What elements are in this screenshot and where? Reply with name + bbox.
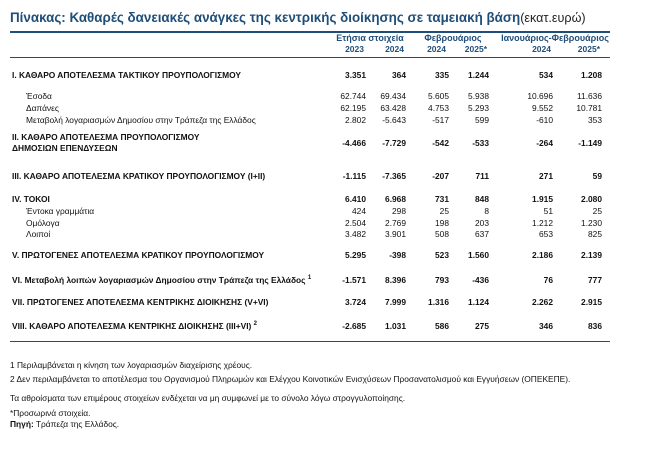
table-cell: 25 — [439, 206, 449, 216]
table-cell: 76 — [543, 275, 553, 285]
table-row — [0, 132, 658, 153]
table-cell: 298 — [392, 206, 406, 216]
table-cell: 848 — [475, 194, 489, 204]
table-cell: 271 — [539, 171, 553, 181]
table-cell: 2.769 — [385, 218, 406, 228]
row-label — [12, 250, 264, 260]
table-cell: 11.636 — [577, 91, 602, 101]
header-year: 2025* — [464, 44, 487, 54]
table-cell: 424 — [352, 206, 366, 216]
bottom-rule — [10, 341, 610, 342]
table-cell: -1.571 — [342, 275, 366, 285]
source-note — [10, 419, 119, 429]
table-cell: 5.938 — [468, 91, 489, 101]
row-label — [26, 103, 59, 113]
row-label — [12, 194, 50, 204]
row-label-text: Έσοδα — [26, 91, 52, 101]
table-cell: 7.999 — [385, 297, 406, 307]
table-cell: 523 — [435, 250, 449, 260]
header-group-janfeb: Ιανουάριος-Φεβρουάριος — [501, 33, 609, 43]
row-label-text: V. ΠΡΩΤΟΓΕΝΕΣ ΑΠΟΤΕΛΕΣΜΑ ΚΡΑΤΙΚΟΥ ΠΡΟΥΠΟΛΟΓΙΣΜΟΥ — [12, 250, 265, 260]
table-row — [0, 250, 658, 262]
row-label-text: Έντοκα γραμμάτια — [26, 206, 95, 216]
table-row — [0, 275, 658, 287]
table-cell: 586 — [435, 321, 449, 331]
table-cell: 198 — [435, 218, 449, 228]
row-label-text: II. ΚΑΘΑΡΟ ΑΠΟΤΕΛΕΣΜΑ ΠΡΟΥΠΟΛΟΓΙΣΜΟΥ — [12, 132, 200, 142]
row-label — [26, 115, 256, 125]
table-row — [0, 229, 658, 241]
table-cell: 353 — [588, 115, 602, 125]
table-row — [0, 297, 658, 309]
table-cell: 6.968 — [385, 194, 406, 204]
table-row — [0, 321, 658, 333]
table-cell: 777 — [588, 275, 602, 285]
table-cell: 2.504 — [345, 218, 366, 228]
source-label: Πηγή: — [10, 419, 34, 429]
row-label — [12, 70, 241, 80]
table-cell: 2.262 — [532, 297, 553, 307]
table-cell: 8 — [484, 206, 489, 216]
table-row — [0, 103, 658, 115]
table-cell: 203 — [475, 218, 489, 228]
table-cell: 364 — [392, 70, 406, 80]
table-cell: -207 — [432, 171, 449, 181]
table-cell: 3.351 — [345, 70, 366, 80]
table-cell: -1.149 — [578, 138, 602, 148]
table-row — [0, 171, 658, 183]
table-cell: -2.685 — [342, 321, 366, 331]
table-cell: 1.124 — [468, 297, 489, 307]
table-cell: 9.552 — [532, 103, 553, 113]
row-label-text: ΔΗΜΟΣΙΩΝ ΕΠΕΝΔΥΣΕΩΝ — [12, 143, 118, 153]
table-row — [0, 70, 658, 82]
table-row — [0, 115, 658, 127]
table-cell: 10.781 — [576, 103, 602, 113]
table-cell: 8.396 — [385, 275, 406, 285]
footnote-1: 1 Περιλαμβάνεται η κίνηση των λογαριασμών διαχείρισης χρέους. — [10, 360, 253, 370]
table-cell: 2.080 — [581, 194, 602, 204]
table-cell: 275 — [475, 321, 489, 331]
row-label — [26, 206, 94, 216]
table-cell: -264 — [536, 138, 553, 148]
header-group-feb: Φεβρουάριος — [424, 33, 482, 43]
table-cell: -1.115 — [342, 171, 366, 181]
table-cell: -610 — [536, 115, 553, 125]
table-cell: 825 — [588, 229, 602, 239]
table-cell: -542 — [432, 138, 449, 148]
header-year: 2023 — [345, 44, 364, 54]
table-cell: 2.186 — [532, 250, 553, 260]
table-cell: -5.643 — [382, 115, 406, 125]
table-cell: -517 — [432, 115, 449, 125]
table-cell: 69.434 — [380, 91, 406, 101]
row-label-text: VIII. ΚΑΘΑΡΟ ΑΠΟΤΕΛΕΣΜΑ ΚΕΝΤΡΙΚΗΣ ΔΙΟΙΚΗΣΗΣ (III+VI) — [12, 321, 252, 331]
row-label-text: Λοιποί — [26, 229, 51, 239]
table-cell: 1.915 — [532, 194, 553, 204]
table-cell: 711 — [475, 171, 489, 181]
row-label — [12, 275, 311, 285]
table-cell: 5.295 — [345, 250, 366, 260]
table-cell: 1.316 — [428, 297, 449, 307]
table-cell: 62.744 — [340, 91, 366, 101]
header-year: 2025* — [577, 44, 600, 54]
row-label — [12, 132, 199, 154]
rounding-note: Τα αθροίσματα των επιμέρους στοιχείων ενδέχεται να μη συμφωνεί με το σύνολο λόγω στρογγυλοποίησης. — [10, 393, 406, 403]
table-cell: 1.560 — [468, 250, 489, 260]
table-cell: 2.915 — [581, 297, 602, 307]
header-year: 2024 — [385, 44, 404, 54]
table-cell: 4.753 — [428, 103, 449, 113]
header-group-annual: Ετήσια στοιχεία — [336, 33, 404, 43]
table-cell: 836 — [588, 321, 602, 331]
table-cell: 346 — [539, 321, 553, 331]
table-cell: -4.466 — [342, 138, 366, 148]
table-cell: 25 — [592, 206, 602, 216]
table-cell: 637 — [475, 229, 489, 239]
table-cell: 1.212 — [532, 218, 553, 228]
provisional-note: *Προσωρινά στοιχεία. — [10, 408, 91, 418]
row-label — [12, 171, 265, 181]
row-label-text: Ομόλογα — [26, 218, 60, 228]
header-year: 2024 — [427, 44, 446, 54]
table-cell: -7.365 — [382, 171, 406, 181]
table-title — [10, 10, 586, 25]
table-cell: 51 — [543, 206, 553, 216]
table-cell: 1.244 — [468, 70, 489, 80]
row-label-text: Μεταβολή λογαριασμών Δημοσίου στην Τράπεζα της Ελλάδος — [26, 115, 256, 125]
table-cell: 63.428 — [380, 103, 406, 113]
footnote-2: 2 Δεν περιλαμβάνεται το αποτέλεσμα του Οργανισμού Πληρωμών και Ελέγχου Κοινοτικών Ενισχύσεων Προσανατολισμού και Εγγυήσεων (ΟΠΕΚΕΠΕ). — [10, 374, 571, 384]
table-cell: 793 — [435, 275, 449, 285]
row-label-text: III. ΚΑΘΑΡΟ ΑΠΟΤΕΛΕΣΜΑ ΚΡΑΤΙΚΟΥ ΠΡΟΥΠΟΛΟΓΙΣΜΟΥ (I+II) — [12, 171, 266, 181]
table-cell: 1.031 — [385, 321, 406, 331]
table-row — [0, 206, 658, 218]
source-text: Τράπεζα της Ελλάδος. — [33, 419, 120, 429]
table-cell: 5.605 — [428, 91, 449, 101]
footnote-marker: 2 — [253, 321, 257, 328]
table-cell: -398 — [389, 250, 406, 260]
table-cell: 10.696 — [527, 91, 553, 101]
table-row — [0, 194, 658, 206]
header-year: 2024 — [532, 44, 551, 54]
table-cell: 508 — [435, 229, 449, 239]
table-cell: 5.293 — [468, 103, 489, 113]
table-cell: 2.139 — [581, 250, 602, 260]
table-cell: 731 — [435, 194, 449, 204]
table-cell: 1.230 — [581, 218, 602, 228]
table-cell: 534 — [539, 70, 553, 80]
row-label-text: Δαπάνες — [26, 103, 59, 113]
table-cell: 3.901 — [385, 229, 406, 239]
table-cell: 599 — [475, 115, 489, 125]
row-label — [26, 229, 50, 239]
table-cell: 3.482 — [345, 229, 366, 239]
row-label — [12, 297, 268, 307]
table-cell: 2.802 — [345, 115, 366, 125]
row-label-text: VI. Μεταβολή λοιπών λογαριασμών Δημοσίου στην Τράπεζα της Ελλάδος — [12, 275, 306, 285]
row-label-text: I. ΚΑΘΑΡΟ ΑΠΟΤΕΛΕΣΜΑ ΤΑΚΤΙΚΟΥ ΠΡΟΥΠΟΛΟΓΙΣΜΟΥ — [12, 70, 241, 80]
table-cell: -533 — [472, 138, 489, 148]
table-cell: 1.208 — [581, 70, 602, 80]
table-cell: 62.195 — [340, 103, 366, 113]
row-label-text: IV. ΤΟΚΟΙ — [12, 194, 50, 204]
footnote-marker: 1 — [307, 275, 312, 282]
row-label — [26, 91, 52, 101]
title-main: Πίνακας: Καθαρές δανειακές ανάγκες της κεντρικής διοίκησης σε ταμειακή βάση — [10, 10, 521, 25]
row-label — [12, 321, 257, 331]
table-row — [0, 91, 658, 103]
table-cell: 653 — [539, 229, 553, 239]
table-cell: 3.724 — [345, 297, 366, 307]
header-rule — [10, 57, 610, 58]
row-label — [26, 218, 60, 228]
table-cell: -7.729 — [382, 138, 406, 148]
table-cell: -436 — [472, 275, 489, 285]
title-unit: (εκατ.ευρώ) — [520, 11, 586, 25]
row-label-text: VII. ΠΡΩΤΟΓΕΝΕΣ ΑΠΟΤΕΛΕΣΜΑ ΚΕΝΤΡΙΚΗΣ ΔΙΟΙΚΗΣΗΣ (V+VI) — [12, 297, 269, 307]
table-cell: 59 — [592, 171, 602, 181]
table-cell: 6.410 — [345, 194, 366, 204]
table-cell: 335 — [435, 70, 449, 80]
